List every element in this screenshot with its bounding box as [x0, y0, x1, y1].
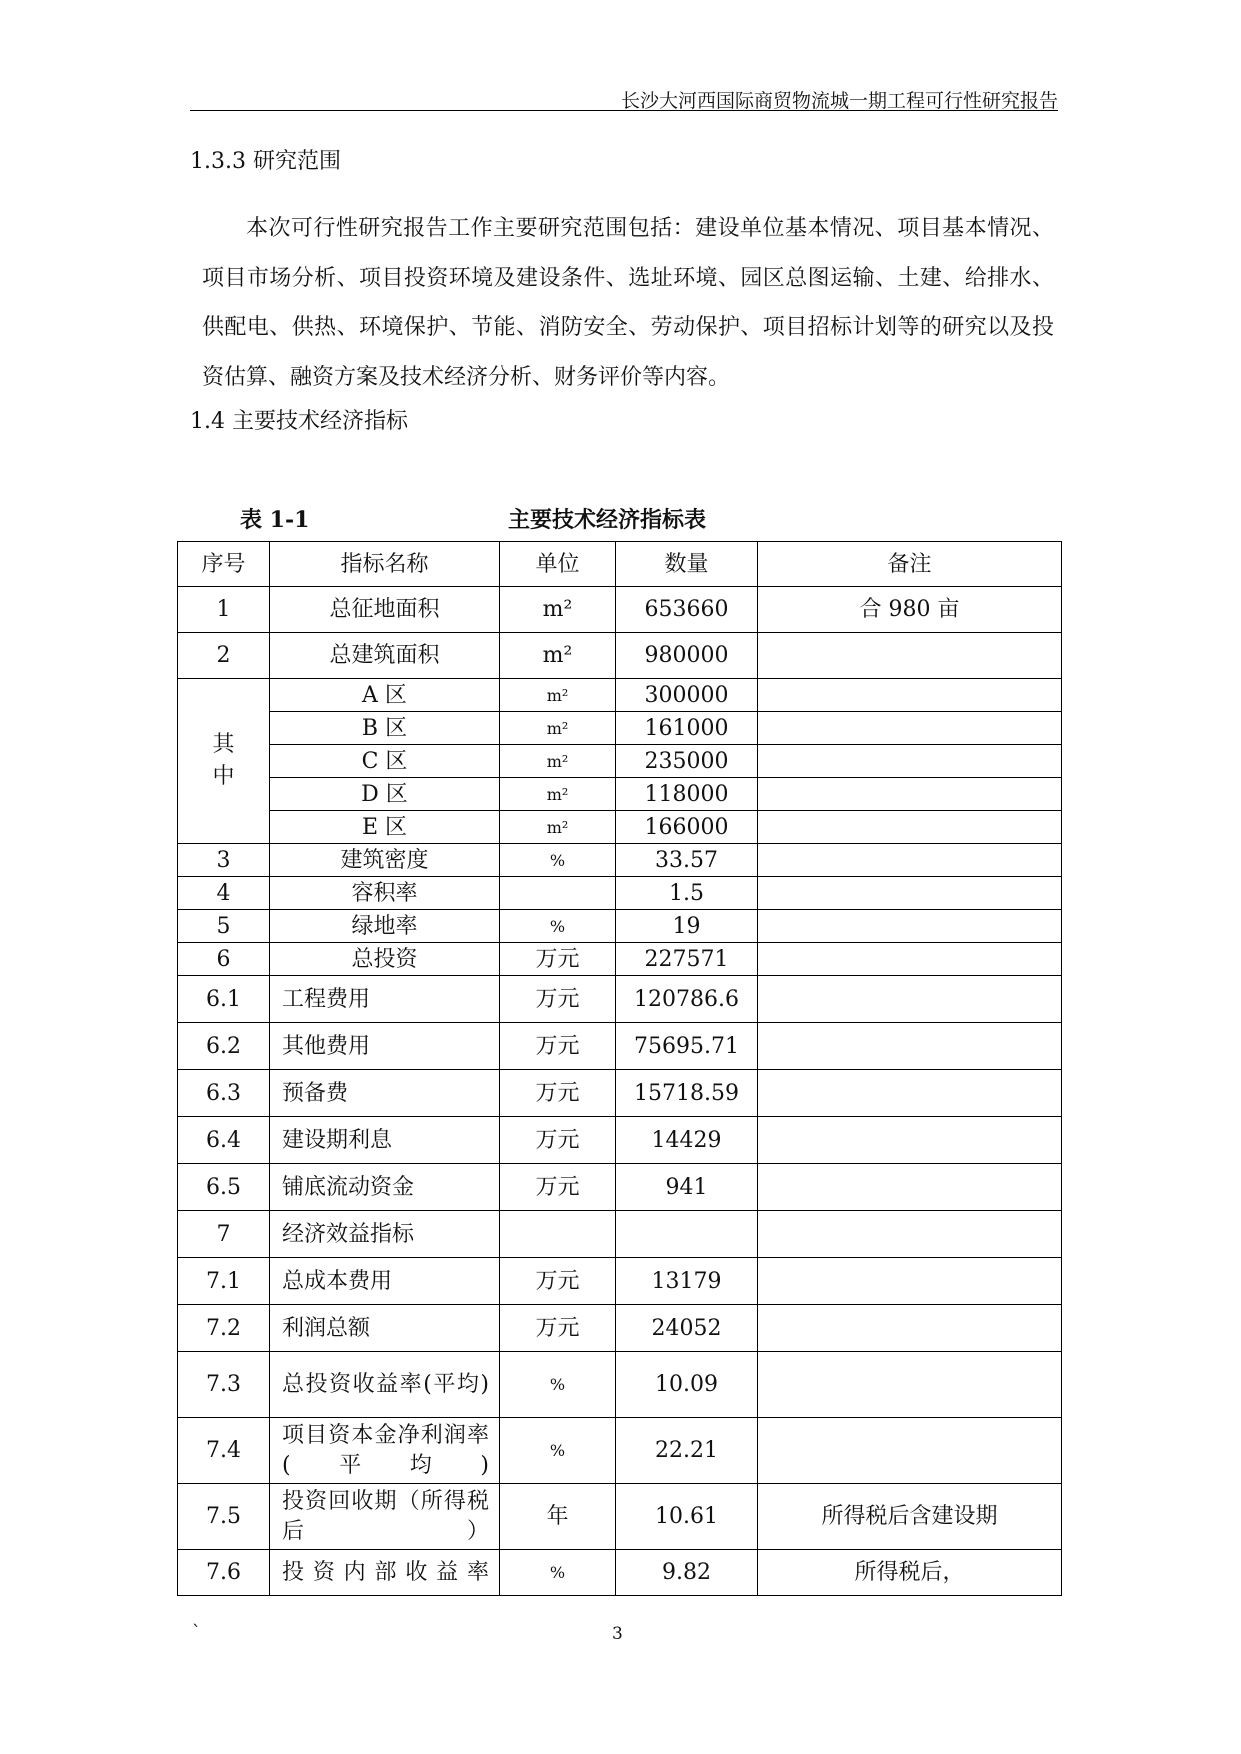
unit: % [500, 910, 616, 943]
indicator-name: A 区 [270, 679, 500, 712]
remark: 所得税后含建设期 [758, 1484, 1062, 1550]
quantity: 227571 [616, 943, 758, 976]
unit: 万元 [500, 976, 616, 1023]
indicator-name: 建筑密度 [270, 844, 500, 877]
remark [758, 943, 1062, 976]
unit: % [500, 1418, 616, 1484]
indicator-name: 投资回收期（所得税后） [270, 1484, 500, 1550]
research-scope-paragraph: 本次可行性研究报告工作主要研究范围包括：建设单位基本情况、项目基本情况、项目市场分析、项目投资环境及建设条件、选址环境、园区总图运输、土建、给排水、供配电、供热、环境保护、节能、消防安全、劳动保护、项目招标计划等的研究以及投资估算、融资方案及技术经济分析、财务评价等内容。 [202, 216, 1054, 390]
unit: m² [500, 712, 616, 745]
unit: 万元 [500, 1117, 616, 1164]
row-number: 6.2 [178, 1023, 270, 1070]
remark [758, 877, 1062, 910]
table-row [178, 910, 1062, 943]
indicator-name: 容积率 [270, 877, 500, 910]
row-number: 7.5 [178, 1484, 270, 1550]
header-cell: 数量 [616, 542, 758, 587]
unit: m² [500, 633, 616, 679]
remark [758, 811, 1062, 844]
table-row [178, 1418, 1062, 1484]
row-number: 7.6 [178, 1550, 270, 1596]
row-number: 2 [178, 633, 270, 679]
indicator-name: 铺底流动资金 [270, 1164, 500, 1211]
indicator-name: 总投资收益率(平均) [270, 1352, 500, 1418]
header-cell: 备注 [758, 542, 1062, 587]
indicator-name: 建设期利息 [270, 1117, 500, 1164]
row-number: 7.2 [178, 1305, 270, 1352]
remark [758, 1352, 1062, 1418]
indicator-name: C 区 [270, 745, 500, 778]
quantity: 941 [616, 1164, 758, 1211]
quantity: 118000 [616, 778, 758, 811]
indicator-name: 预备费 [270, 1070, 500, 1117]
table-row [178, 1484, 1062, 1550]
row-number: 6.1 [178, 976, 270, 1023]
table-row [178, 745, 1062, 778]
quantity: 10.09 [616, 1352, 758, 1418]
remark [758, 844, 1062, 877]
quantity: 24052 [616, 1305, 758, 1352]
unit: % [500, 1550, 616, 1596]
quantity: 15718.59 [616, 1070, 758, 1117]
unit: 万元 [500, 943, 616, 976]
table-row [178, 778, 1062, 811]
unit: 年 [500, 1484, 616, 1550]
remark [758, 1258, 1062, 1305]
indicator-name: 项目资本金净利润率(平均) [270, 1418, 500, 1484]
remark [758, 745, 1062, 778]
table-row [178, 1258, 1062, 1305]
indicator-name: 经济效益指标 [270, 1211, 500, 1258]
quantity: 980000 [616, 633, 758, 679]
row-number: 1 [178, 587, 270, 633]
indicator-name: E 区 [270, 811, 500, 844]
table-row [178, 1352, 1062, 1418]
quantity: 235000 [616, 745, 758, 778]
subgroup-label: 其中 [178, 679, 270, 844]
unit: 万元 [500, 1070, 616, 1117]
unit: 万元 [500, 1164, 616, 1211]
unit: m² [500, 811, 616, 844]
row-number: 5 [178, 910, 270, 943]
unit: 万元 [500, 1258, 616, 1305]
row-number: 3 [178, 844, 270, 877]
row-number: 7.4 [178, 1418, 270, 1484]
remark: 所得税后， [758, 1550, 1062, 1596]
remark [758, 679, 1062, 712]
row-number: 6.3 [178, 1070, 270, 1117]
table-row [178, 1070, 1062, 1117]
unit: m² [500, 679, 616, 712]
table-row [178, 811, 1062, 844]
indicator-name: 总投资 [270, 943, 500, 976]
quantity: 19 [616, 910, 758, 943]
remark [758, 778, 1062, 811]
indicator-name: 绿地率 [270, 910, 500, 943]
indicator-name: 利润总额 [270, 1305, 500, 1352]
header-rule [190, 110, 1058, 111]
remark [758, 1418, 1062, 1484]
quantity: 22.21 [616, 1418, 758, 1484]
unit: m² [500, 587, 616, 633]
unit: m² [500, 745, 616, 778]
unit: m² [500, 778, 616, 811]
row-number: 4 [178, 877, 270, 910]
table-row [178, 1550, 1062, 1596]
table-row [178, 1164, 1062, 1211]
footer-mark: ` [192, 1622, 201, 1643]
table-row [178, 1211, 1062, 1258]
remark [758, 1070, 1062, 1117]
table-title: 主要技术经济指标表 [508, 507, 707, 533]
quantity: 14429 [616, 1117, 758, 1164]
table-row [178, 633, 1062, 679]
row-number: 6.4 [178, 1117, 270, 1164]
indicator-name: 投资内部收益率 [270, 1550, 500, 1596]
table-row [178, 712, 1062, 745]
unit: % [500, 1352, 616, 1418]
remark [758, 1305, 1062, 1352]
table-row [178, 679, 1062, 712]
unit: 万元 [500, 1023, 616, 1070]
indicator-name: B 区 [270, 712, 500, 745]
remark [758, 1117, 1062, 1164]
table-row [178, 877, 1062, 910]
indicator-name: 总建筑面积 [270, 633, 500, 679]
table-row [178, 1305, 1062, 1352]
table-row [178, 1117, 1062, 1164]
unit: 万元 [500, 1305, 616, 1352]
table-row [178, 587, 1062, 633]
unit [500, 877, 616, 910]
tech-econ-indicators-table [177, 541, 1062, 1596]
row-number: 7 [178, 1211, 270, 1258]
quantity: 1.5 [616, 877, 758, 910]
row-number: 6 [178, 943, 270, 976]
quantity: 120786.6 [616, 976, 758, 1023]
remark [758, 1164, 1062, 1211]
section-heading-1-4: 1.4 主要技术经济指标 [190, 409, 408, 434]
unit [500, 1211, 616, 1258]
table-row [178, 844, 1062, 877]
indicator-name: 总征地面积 [270, 587, 500, 633]
quantity: 653660 [616, 587, 758, 633]
section-heading-1-3-3: 1.3.3 研究范围 [190, 149, 341, 174]
header-cell: 单位 [500, 542, 616, 587]
remark [758, 976, 1062, 1023]
quantity: 166000 [616, 811, 758, 844]
table-row [178, 943, 1062, 976]
remark [758, 1211, 1062, 1258]
page-number: 3 [612, 1624, 623, 1644]
quantity: 300000 [616, 679, 758, 712]
remark: 合 980 亩 [758, 587, 1062, 633]
row-number: 6.5 [178, 1164, 270, 1211]
table-row [178, 976, 1062, 1023]
indicator-name: 总成本费用 [270, 1258, 500, 1305]
quantity: 13179 [616, 1258, 758, 1305]
quantity: 33.57 [616, 844, 758, 877]
remark [758, 712, 1062, 745]
quantity [616, 1211, 758, 1258]
header-cell: 指标名称 [270, 542, 500, 587]
quantity: 75695.71 [616, 1023, 758, 1070]
table-row [178, 1023, 1062, 1070]
remark [758, 633, 1062, 679]
quantity: 161000 [616, 712, 758, 745]
table-number: 表 1-1 [240, 507, 310, 533]
row-number: 7.1 [178, 1258, 270, 1305]
indicator-name: D 区 [270, 778, 500, 811]
table-header-row [178, 542, 1062, 587]
running-header: 长沙大河西国际商贸物流城一期工程可行性研究报告 [620, 90, 1058, 112]
header-cell: 序号 [178, 542, 270, 587]
row-number: 7.3 [178, 1352, 270, 1418]
remark [758, 1023, 1062, 1070]
quantity: 9.82 [616, 1550, 758, 1596]
unit: % [500, 844, 616, 877]
remark [758, 910, 1062, 943]
indicator-name: 工程费用 [270, 976, 500, 1023]
quantity: 10.61 [616, 1484, 758, 1550]
indicator-name: 其他费用 [270, 1023, 500, 1070]
